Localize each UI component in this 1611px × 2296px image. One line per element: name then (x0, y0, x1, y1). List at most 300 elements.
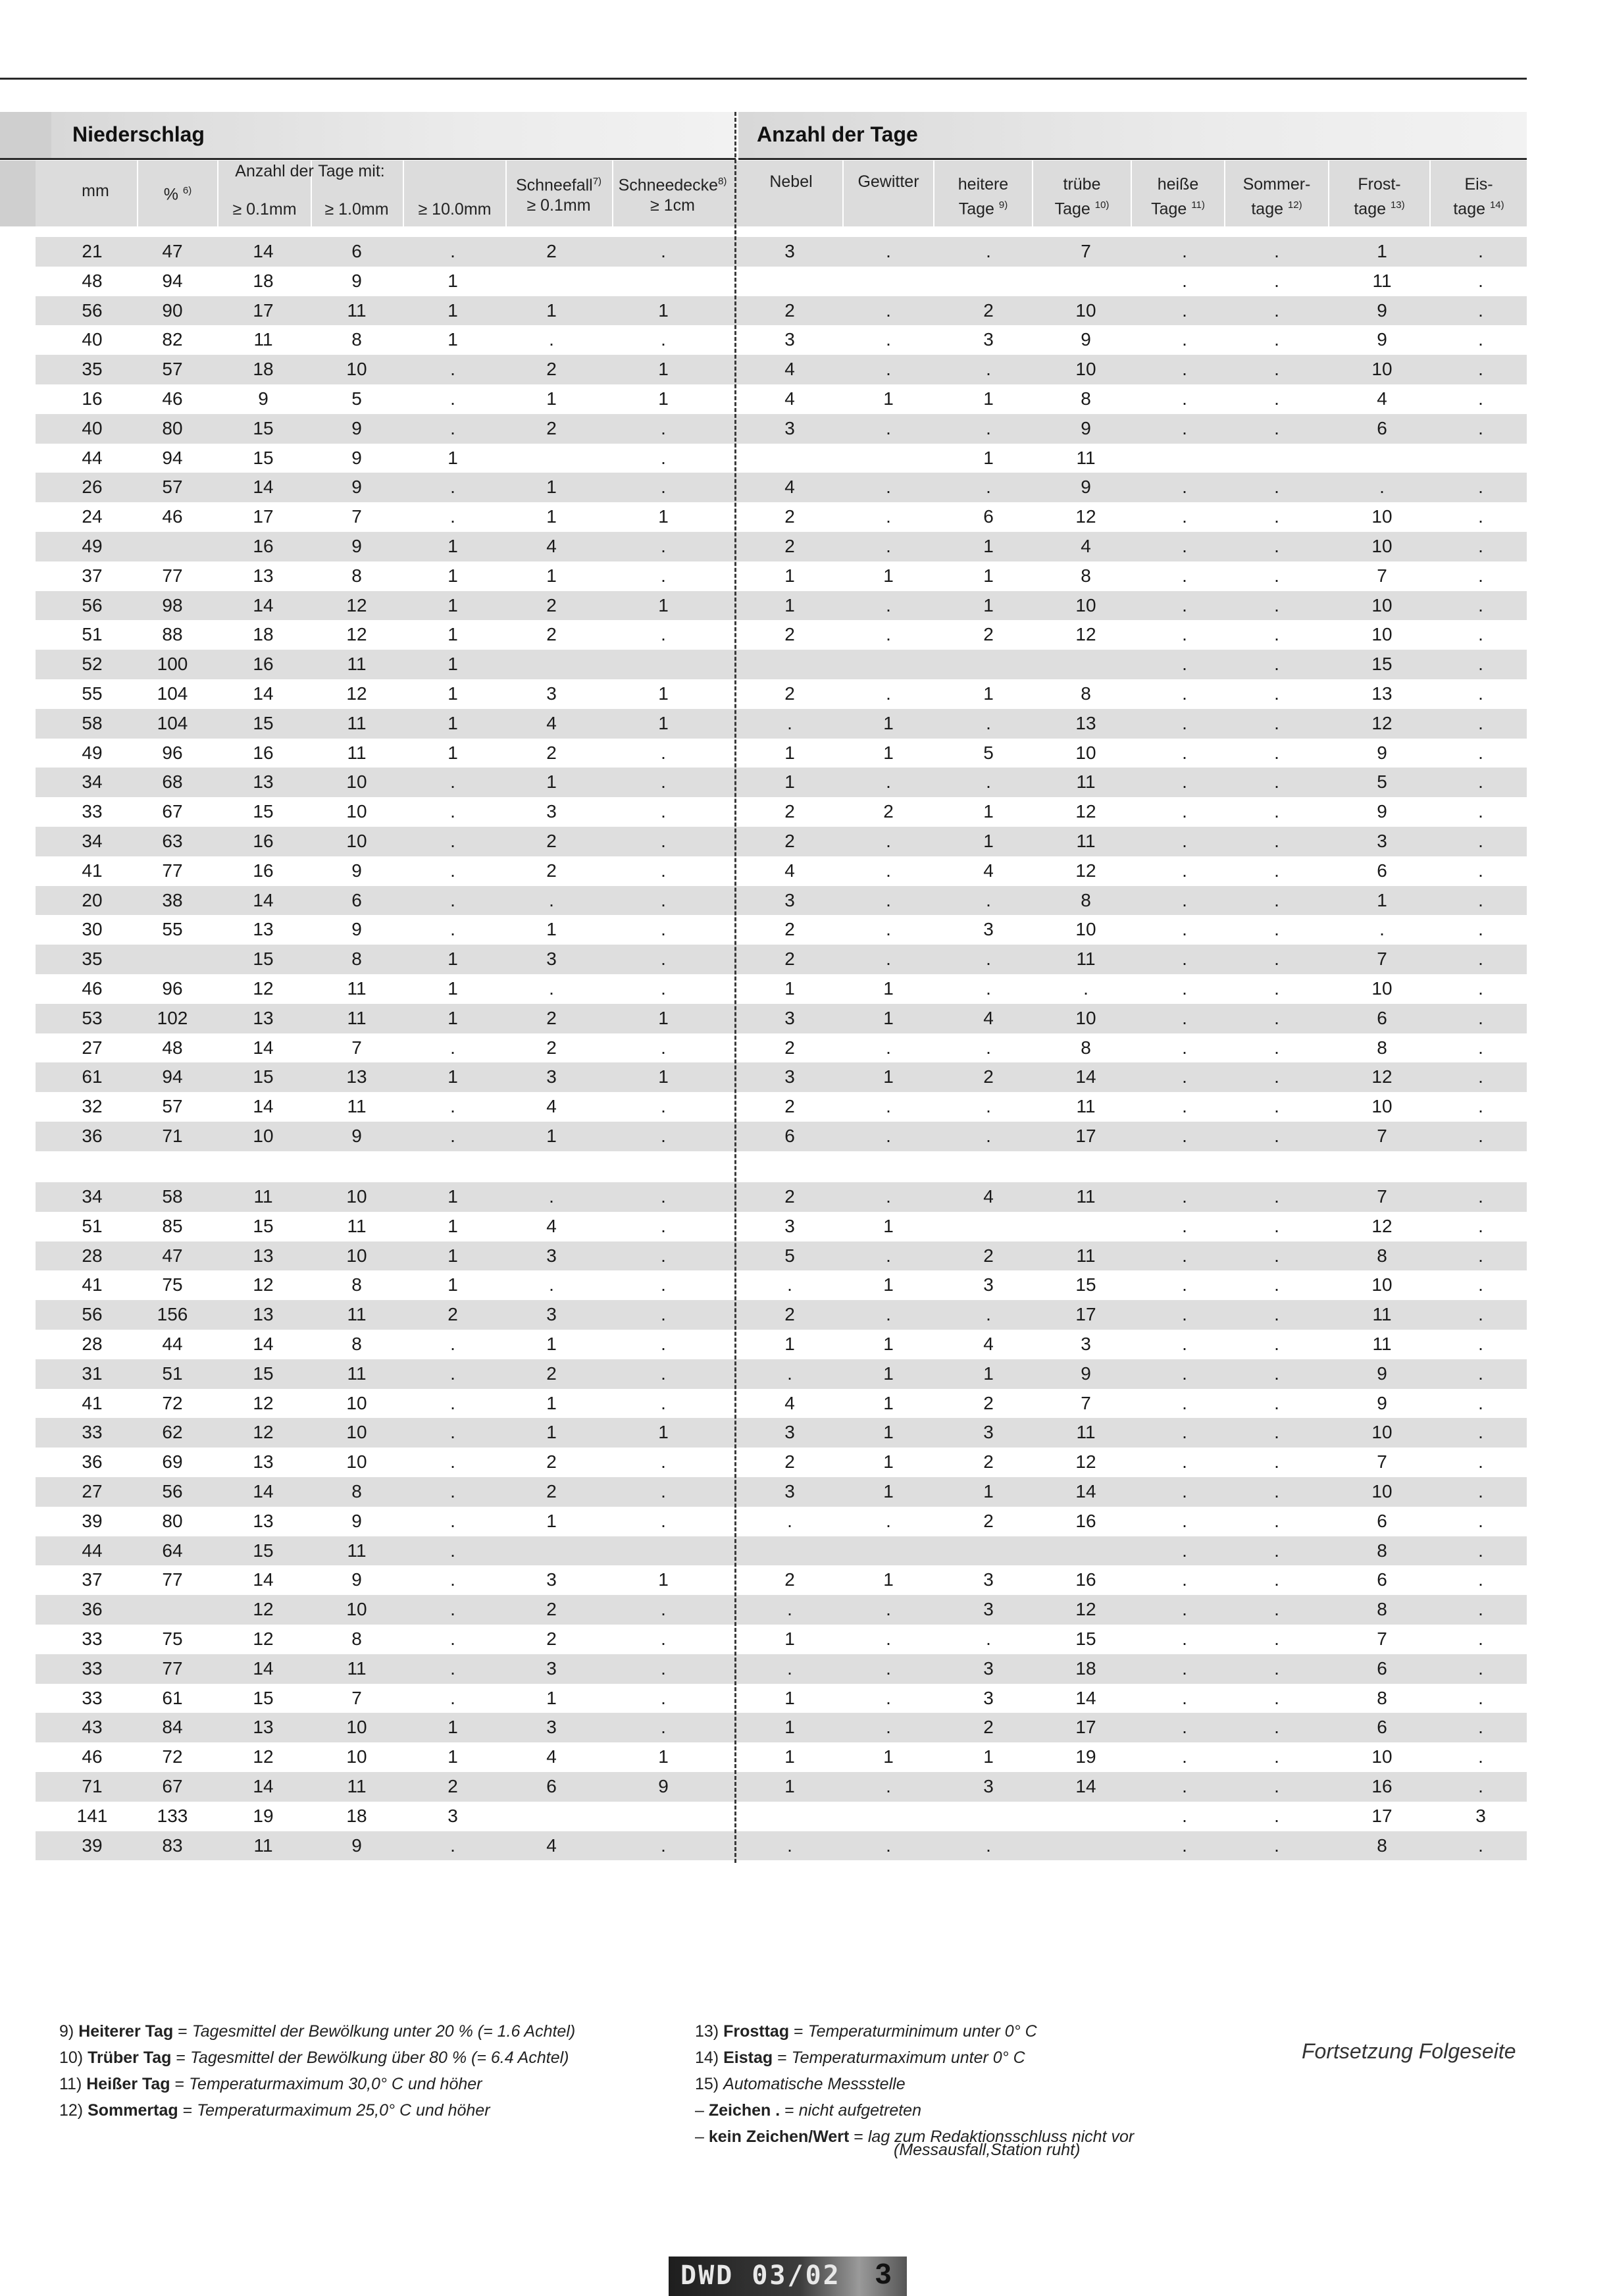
footnote (695, 2071, 906, 2097)
cell-ge10: 1 (448, 683, 458, 704)
cell-heisse: . (1182, 1245, 1187, 1266)
cell-gewitter: . (886, 683, 891, 704)
cell-pct: 62 (162, 1422, 183, 1443)
footnote-number: 14) (695, 2048, 724, 2067)
table-row (36, 414, 1527, 444)
col-header-anzahl: Anzahl der Tage mit: (235, 162, 385, 180)
cell-heitere: . (986, 949, 991, 970)
cell-ge1: 11 (347, 1007, 367, 1028)
cell-frost: 6 (1377, 1657, 1387, 1679)
cell-schneedecke: 9 (658, 1776, 669, 1796)
header-band-edge (0, 112, 51, 159)
cell-nebel: . (787, 1363, 792, 1384)
table-row (36, 473, 1527, 502)
table-row (36, 1062, 1527, 1092)
cell-eis: . (1478, 565, 1483, 586)
cell-heitere: 1 (983, 683, 994, 704)
cell-gewitter: . (886, 919, 891, 940)
cell-gewitter: . (886, 1037, 891, 1058)
cell-truebe: 11 (1076, 447, 1096, 468)
col-header-mm: mm (82, 182, 109, 200)
cell-pct: 80 (162, 417, 183, 438)
footnote-equals: = (773, 2048, 792, 2067)
cell-ge1: 11 (347, 712, 367, 733)
footnote-number: 10) (59, 2048, 88, 2067)
cell-heisse: . (1182, 1687, 1187, 1708)
cell-mm: 44 (82, 1540, 103, 1561)
cell-pct: 98 (162, 594, 183, 615)
cell-schneefall: 3 (546, 1717, 557, 1738)
table-row (36, 1448, 1527, 1477)
cell-truebe: 17 (1075, 1126, 1096, 1146)
cell-schneefall: 2 (546, 1599, 557, 1620)
cell-heitere: 2 (983, 1717, 994, 1738)
cell-frost: 10 (1371, 536, 1393, 556)
cell-eis: . (1478, 1835, 1483, 1856)
cell-ge01: 15 (253, 1687, 274, 1708)
cell-eis: . (1478, 1629, 1483, 1649)
cell-sommer: . (1274, 831, 1279, 851)
cell-schneedecke: 1 (658, 1007, 669, 1028)
cell-ge1: 9 (351, 919, 362, 940)
cell-truebe: 11 (1076, 831, 1096, 851)
cell-ge10: . (450, 241, 455, 261)
footnote (59, 2018, 575, 2045)
footnote-equals: = (780, 2101, 799, 2120)
table-row (36, 768, 1527, 797)
cell-schneedecke: . (661, 1186, 666, 1207)
cell-sommer: . (1274, 1304, 1279, 1325)
cell-ge1: 10 (346, 831, 367, 851)
cell-sommer: . (1274, 889, 1279, 910)
cell-schneedecke: . (661, 1717, 666, 1738)
cell-ge10: . (450, 1334, 455, 1354)
cell-truebe (1046, 267, 1125, 296)
cell-pct: 94 (162, 447, 183, 468)
cell-sommer: . (1274, 300, 1279, 321)
cell-schneedecke: . (661, 889, 666, 910)
cell-truebe: 12 (1075, 506, 1096, 527)
cell-eis: . (1478, 1274, 1483, 1295)
cell-schneedecke: . (661, 565, 666, 586)
cell-eis: . (1478, 359, 1483, 380)
cell-mm: 39 (82, 1510, 103, 1531)
cell-schneefall: 4 (546, 1096, 557, 1117)
cell-ge1: 9 (351, 1126, 362, 1146)
cell-ge1: 8 (351, 1629, 362, 1649)
cell-ge10: . (450, 417, 455, 438)
cell-ge01: 11 (253, 329, 273, 350)
cell-pct: 77 (162, 1569, 183, 1590)
cell-mm: 51 (82, 1215, 103, 1236)
cell-schneedecke: 1 (658, 1066, 669, 1087)
col-header-ge01: ≥ 0.1mm (232, 200, 297, 219)
cell-schneefall: 1 (546, 300, 557, 321)
cell-eis: . (1478, 536, 1483, 556)
cell-pct (133, 532, 212, 561)
cell-schneefall: 4 (546, 712, 557, 733)
cell-truebe: 10 (1075, 359, 1096, 380)
cell-schneefall: 2 (546, 1451, 557, 1473)
cell-mm: 56 (82, 300, 103, 321)
cell-eis: . (1478, 388, 1483, 409)
cell-heisse: . (1182, 1599, 1187, 1620)
cell-ge1: 11 (347, 1096, 367, 1117)
cell-mm: 51 (82, 624, 103, 645)
cell-heitere: 2 (983, 1245, 994, 1266)
table-row (36, 1742, 1527, 1772)
cell-ge1: 11 (347, 1776, 367, 1796)
cell-ge10: 1 (448, 1007, 458, 1028)
cell-ge01: 14 (253, 241, 274, 261)
cell-frost: 9 (1377, 742, 1387, 763)
cell-ge10: . (450, 771, 455, 793)
table-row (36, 915, 1527, 945)
cell-pct: 88 (162, 624, 183, 645)
cell-mm: 37 (82, 565, 103, 586)
cell-frost: 9 (1377, 300, 1387, 321)
cell-ge10: . (450, 1096, 455, 1117)
cell-frost: 8 (1377, 1245, 1387, 1266)
cell-pct: 104 (157, 712, 188, 733)
cell-eis: . (1478, 1451, 1483, 1473)
footnote-term: Zeichen . (708, 2101, 780, 2120)
cell-ge01: 12 (253, 1599, 274, 1620)
table-row (36, 1713, 1527, 1742)
cell-eis: . (1478, 919, 1483, 940)
cell-ge10: 1 (448, 1717, 458, 1738)
cell-sommer: . (1274, 1274, 1279, 1295)
cell-ge01: 13 (253, 565, 274, 586)
cell-schneedecke: . (661, 1126, 666, 1146)
cell-ge01: 12 (253, 1392, 274, 1413)
cell-schneefall: 1 (546, 1334, 557, 1354)
cell-nebel: 2 (784, 1037, 795, 1058)
cell-ge10: . (450, 1422, 455, 1443)
cell-nebel: 3 (784, 1481, 795, 1501)
page-number: 3 (875, 2258, 892, 2290)
cell-nebel: 3 (784, 1007, 795, 1028)
cell-frost: 12 (1371, 712, 1393, 733)
cell-mm: 41 (82, 860, 103, 881)
cell-ge01: 14 (253, 477, 274, 498)
cell-heitere: . (986, 889, 991, 910)
cell-eis: . (1478, 1215, 1483, 1236)
cell-nebel: 1 (784, 1687, 795, 1708)
cell-ge1: 9 (351, 1835, 362, 1856)
cell-gewitter: 1 (883, 1746, 894, 1767)
cell-eis: . (1478, 1126, 1483, 1146)
cell-schneefall: 1 (546, 919, 557, 940)
table-row (36, 739, 1527, 768)
cell-schneedecke: . (661, 801, 666, 822)
cell-eis: . (1478, 1776, 1483, 1796)
cell-eis: . (1478, 831, 1483, 851)
cell-heitere: 1 (983, 388, 994, 409)
cell-heitere: 2 (983, 624, 994, 645)
cell-ge01: 14 (253, 594, 274, 615)
cell-ge01: 13 (253, 1245, 274, 1266)
cell-pct: 63 (162, 831, 183, 851)
footnote (695, 2097, 921, 2124)
cell-truebe: 12 (1075, 801, 1096, 822)
cell-schneedecke (624, 650, 703, 679)
cell-ge1: 7 (351, 1037, 362, 1058)
cell-nebel: 3 (784, 1066, 795, 1087)
footnote (59, 2071, 482, 2097)
cell-ge01: 19 (253, 1805, 274, 1826)
cell-nebel: 2 (784, 801, 795, 822)
cell-pct: 83 (162, 1835, 183, 1856)
cell-nebel: 3 (784, 1215, 795, 1236)
cell-schneefall: . (549, 329, 554, 350)
cell-nebel: 2 (784, 300, 795, 321)
cell-truebe: 10 (1075, 594, 1096, 615)
cell-pct: 47 (162, 241, 183, 261)
cell-schneefall: 1 (546, 388, 557, 409)
cell-heitere: . (986, 1835, 991, 1856)
cell-schneefall: 3 (546, 1657, 557, 1679)
cell-schneefall: . (549, 1186, 554, 1207)
cell-heitere: 1 (983, 565, 994, 586)
cell-heisse: . (1182, 1569, 1187, 1590)
table-row (36, 1477, 1527, 1507)
cell-ge1: 8 (351, 565, 362, 586)
cell-schneedecke: . (661, 624, 666, 645)
cell-ge01: 12 (253, 1746, 274, 1767)
cell-ge1: 11 (347, 1215, 367, 1236)
cell-pct: 67 (162, 801, 183, 822)
cell-ge01: 13 (253, 1451, 274, 1473)
table-row (36, 1092, 1527, 1122)
cell-heisse: . (1182, 683, 1187, 704)
cell-ge10: 1 (448, 742, 458, 763)
cell-heitere: . (986, 1629, 991, 1649)
cell-schneefall: 2 (546, 1363, 557, 1384)
cell-pct: 77 (162, 860, 183, 881)
cell-schneedecke: 1 (658, 1746, 669, 1767)
cell-heisse: . (1182, 1392, 1187, 1413)
cell-sommer: . (1274, 1657, 1279, 1679)
cell-mm: 61 (82, 1066, 103, 1087)
cell-pct: 75 (162, 1629, 183, 1649)
cell-ge01: 16 (253, 860, 274, 881)
cell-heisse: . (1182, 241, 1187, 261)
cell-sommer: . (1274, 949, 1279, 970)
footnote-term: Eistag (723, 2048, 773, 2067)
cell-eis: . (1478, 1392, 1483, 1413)
cell-heisse: . (1182, 801, 1187, 822)
cell-ge1: 8 (351, 949, 362, 970)
cell-nebel: 4 (784, 388, 795, 409)
cell-heitere: 2 (983, 1392, 994, 1413)
cell-heisse: . (1182, 359, 1187, 380)
cell-mm: 49 (82, 536, 103, 556)
cell-eis: . (1478, 1510, 1483, 1531)
cell-pct: 75 (162, 1274, 183, 1295)
cell-sommer: . (1274, 1422, 1279, 1443)
cell-truebe: 17 (1075, 1304, 1096, 1325)
cell-heisse: . (1182, 712, 1187, 733)
cell-truebe: 9 (1081, 417, 1091, 438)
cell-heisse: . (1182, 329, 1187, 350)
cell-ge10: . (450, 801, 455, 822)
cell-heitere: 1 (983, 536, 994, 556)
table-row (36, 1330, 1527, 1359)
cell-ge10: 1 (448, 594, 458, 615)
cell-ge10: 3 (448, 1805, 458, 1826)
cell-ge01: 13 (253, 1304, 274, 1325)
cell-schneedecke: . (661, 1629, 666, 1649)
cell-truebe: 11 (1076, 1422, 1096, 1443)
cell-nebel (750, 1536, 829, 1566)
cell-schneedecke: . (661, 447, 666, 468)
cell-heisse: . (1182, 860, 1187, 881)
cell-heisse: . (1182, 1186, 1187, 1207)
cell-sommer: . (1274, 1540, 1279, 1561)
cell-pct: 94 (162, 1066, 183, 1087)
cell-sommer: . (1274, 417, 1279, 438)
cell-heisse (1145, 444, 1224, 473)
cell-schneedecke: . (661, 241, 666, 261)
footnote (59, 2045, 569, 2071)
cell-sommer: . (1274, 624, 1279, 645)
cell-ge10: . (450, 1363, 455, 1384)
cell-frost: 15 (1371, 654, 1393, 675)
cell-gewitter: 1 (883, 1569, 894, 1590)
cell-ge1: 11 (347, 300, 367, 321)
cell-heisse: . (1182, 1126, 1187, 1146)
cell-gewitter: 1 (883, 1363, 894, 1384)
cell-pct: 94 (162, 270, 183, 291)
cell-heitere: 3 (983, 1569, 994, 1590)
cell-ge01: 14 (253, 1096, 274, 1117)
cell-truebe: 11 (1076, 1186, 1096, 1207)
cell-schneefall: 3 (546, 1066, 557, 1087)
cell-frost: 8 (1377, 1599, 1387, 1620)
cell-ge01: 13 (253, 1007, 274, 1028)
cell-ge1: 5 (351, 388, 362, 409)
cell-frost: 17 (1371, 1805, 1393, 1826)
cell-ge01: 15 (253, 1363, 274, 1384)
cell-pct: 72 (162, 1746, 183, 1767)
cell-sommer: . (1274, 1451, 1279, 1473)
cell-schneefall: . (549, 1274, 554, 1295)
cell-heisse: . (1182, 978, 1187, 999)
cell-schneefall: 3 (546, 949, 557, 970)
cell-schneedecke: . (661, 1510, 666, 1531)
cell-gewitter: . (886, 624, 891, 645)
footnote-definition: lag zum Redaktionsschluss nicht vor (867, 2127, 1135, 2146)
cell-frost: 7 (1377, 949, 1387, 970)
cell-truebe: 7 (1081, 241, 1091, 261)
cell-schneefall (512, 1802, 591, 1831)
cell-ge10: . (450, 860, 455, 881)
cell-pct: 68 (162, 771, 183, 793)
cell-schneefall: 3 (546, 683, 557, 704)
cell-pct: 57 (162, 359, 183, 380)
cell-mm: 35 (82, 359, 103, 380)
cell-frost: 12 (1371, 1215, 1393, 1236)
cell-heitere: 3 (983, 919, 994, 940)
cell-mm: 44 (82, 447, 103, 468)
cell-nebel: 2 (784, 1186, 795, 1207)
table-row (36, 561, 1527, 591)
cell-nebel: 4 (784, 1392, 795, 1413)
cell-ge1: 10 (346, 771, 367, 793)
cell-schneedecke: . (661, 949, 666, 970)
cell-mm: 41 (82, 1392, 103, 1413)
cell-gewitter: . (886, 1186, 891, 1207)
footnote-number: 11) (59, 2075, 87, 2093)
cell-gewitter: 1 (883, 1392, 894, 1413)
cell-truebe: 11 (1076, 949, 1096, 970)
cell-ge10: . (450, 1510, 455, 1531)
cell-heisse: . (1182, 1657, 1187, 1679)
cell-gewitter: . (886, 417, 891, 438)
cell-heitere: . (986, 771, 991, 793)
cell-schneefall: . (549, 889, 554, 910)
cell-ge01: 15 (253, 1540, 274, 1561)
table-row (36, 1122, 1527, 1151)
cell-ge1: 11 (347, 1304, 367, 1325)
cell-ge01: 17 (253, 300, 274, 321)
cell-schneedecke: . (661, 860, 666, 881)
cell-truebe: 4 (1081, 536, 1091, 556)
cell-heisse: . (1182, 889, 1187, 910)
cell-heisse: . (1182, 1007, 1187, 1028)
cell-mm: 16 (82, 388, 103, 409)
cell-mm: 31 (82, 1363, 103, 1384)
cell-nebel: . (787, 712, 792, 733)
cell-ge1: 18 (346, 1805, 367, 1826)
cell-mm: 141 (76, 1805, 108, 1826)
cell-heitere: . (986, 359, 991, 380)
cell-mm: 27 (82, 1481, 103, 1501)
cell-ge1: 10 (346, 1392, 367, 1413)
cell-heisse: . (1182, 1540, 1187, 1561)
cell-gewitter: . (886, 1657, 891, 1679)
cell-schneefall: 2 (546, 594, 557, 615)
cell-truebe: 10 (1075, 919, 1096, 940)
cell-nebel: . (787, 1599, 792, 1620)
cell-ge1: 6 (351, 889, 362, 910)
cell-sommer: . (1274, 388, 1279, 409)
cell-gewitter: 1 (883, 1066, 894, 1087)
cell-sommer: . (1274, 801, 1279, 822)
cell-heisse: . (1182, 388, 1187, 409)
cell-frost: 6 (1377, 417, 1387, 438)
cell-frost: 6 (1377, 860, 1387, 881)
cell-heitere: 3 (983, 1657, 994, 1679)
cell-gewitter: 1 (883, 1274, 894, 1295)
cell-heisse: . (1182, 1805, 1187, 1826)
cell-heisse: . (1182, 300, 1187, 321)
cell-gewitter: . (886, 949, 891, 970)
cell-ge01: 17 (253, 506, 274, 527)
cell-truebe: 19 (1075, 1746, 1096, 1767)
footnote-continuation: (Messausfall,Station ruht) (894, 2141, 1081, 2159)
cell-heitere: 4 (983, 1007, 994, 1028)
footnote-definition: Temperaturminimum unter 0° C (807, 2022, 1037, 2041)
cell-schneedecke: 1 (658, 1569, 669, 1590)
cell-nebel: 1 (784, 1746, 795, 1767)
section-title-precipitation: Niederschlag (72, 122, 205, 146)
cell-mm: 40 (82, 417, 103, 438)
table-row (36, 1536, 1527, 1566)
footnote-definition: Temperaturmaximum 25,0° C und höher (197, 2101, 490, 2120)
cell-truebe: 7 (1081, 1392, 1091, 1413)
